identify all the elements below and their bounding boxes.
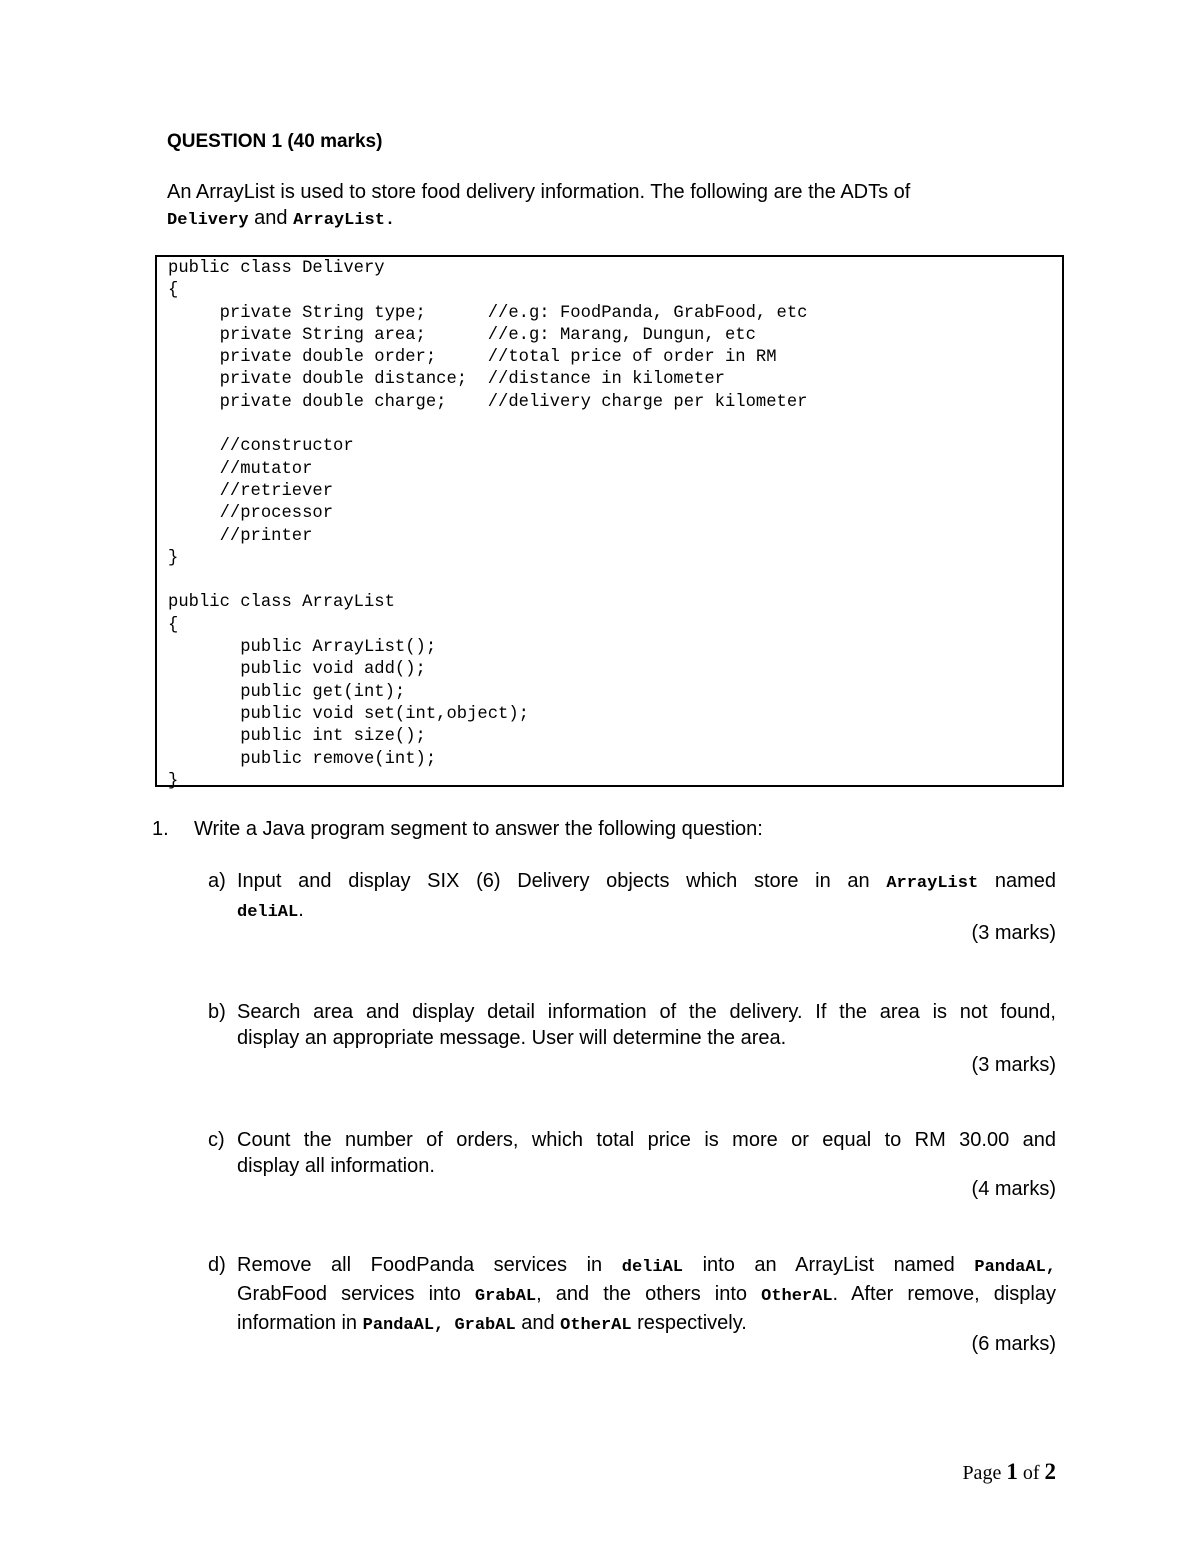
- part-b-label: b): [208, 1001, 226, 1023]
- page-number: 1: [1006, 1459, 1018, 1484]
- part-d-marks: (6 marks): [971, 1333, 1056, 1355]
- part-c-label: c): [208, 1129, 225, 1151]
- part-c-marks: (4 marks): [971, 1178, 1056, 1200]
- code-delial: deliAL: [621, 1258, 683, 1277]
- intro-text: An ArrayList is used to store food delivery information. The following are the ADTs of: [167, 181, 911, 203]
- intro-code-delivery: Delivery: [167, 211, 249, 230]
- question-heading: QUESTION 1 (40 marks): [167, 131, 383, 152]
- intro-code-arraylist: ArrayList.: [293, 211, 396, 230]
- part-c-text: Count the number of orders, which total price is more or equal to RM 30.00 and display all information.: [237, 1129, 1056, 1177]
- intro-paragraph: [167, 179, 1056, 234]
- code-pandaal: PandaAL,: [974, 1258, 1056, 1277]
- part-a-marks: (3 marks): [971, 922, 1056, 944]
- part-b-marks: (3 marks): [971, 1054, 1056, 1076]
- code-delial: deliAL: [237, 903, 299, 922]
- code-box: [155, 255, 1064, 791]
- code-pandaal-grabal: PandaAL, GrabAL: [362, 1316, 516, 1335]
- part-d-label: d): [208, 1254, 226, 1276]
- part-a-text: Input and display SIX (6) Delivery objects which store in an ArrayList named deliAL.: [237, 870, 1056, 922]
- code-arraylist: ArrayList: [886, 874, 979, 893]
- code-listing: public class Delivery { private String type; //e.g: FoodPanda, GrabFood, etc private String area; //e.g: Marang, Dungun, etc private double order; //total price of order in RM private double distance; //distance in kilometer private double charge; //delivery charge per kilometer //constructor //mutator //retriever //processor //printer } public class ArrayList { public ArrayList(); public void add(); public get(int); public void set(int,object); public int size(); public remove(int); }: [168, 259, 808, 791]
- question-text: Write a Java program segment to answer the following question:: [194, 818, 763, 840]
- page-footer: Page 1 of 2: [962, 1459, 1056, 1484]
- intro-and: and: [248, 207, 294, 229]
- part-d-text: Remove all FoodPanda services in deliAL into an ArrayList named PandaAL, GrabFood services into GrabAL, and the others into OtherAL. After remove, display information in PandaAL, GrabAL and OtherAL respectively.: [237, 1254, 1056, 1335]
- part-a-label: a): [208, 870, 226, 892]
- code-grabal: GrabAL: [474, 1287, 537, 1306]
- part-b-text: Search area and display detail information of the delivery. If the area is not found, display an appropriate message. User will determine the area.: [237, 1001, 1056, 1049]
- code-otheral: OtherAL: [761, 1287, 833, 1306]
- code-otheral: OtherAL: [560, 1316, 632, 1335]
- page-total: 2: [1044, 1459, 1056, 1484]
- question-number: 1.: [152, 818, 169, 840]
